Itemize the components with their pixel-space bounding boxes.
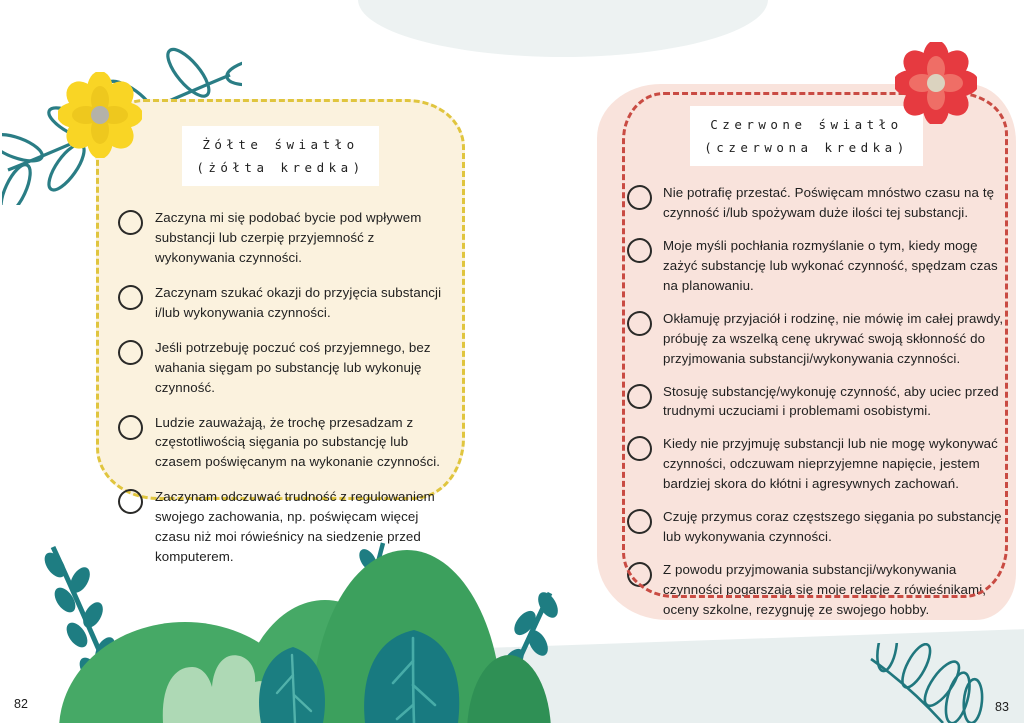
leaf-branch-icon bbox=[853, 643, 993, 723]
checklist-item bbox=[118, 283, 462, 323]
red-light-panel bbox=[597, 84, 1016, 620]
checklist-item bbox=[627, 434, 1016, 494]
checklist-item bbox=[627, 560, 1016, 620]
checklist-item-text: Zaczynam odczuwać trudność z regulowaniem swojego zachowania, np. poświęcam więcej czasu niż moi rówieśnicy na siedzenie przed komputerem. bbox=[155, 489, 435, 565]
checklist-item-text: Moje myśli pochłania rozmyślanie o tym, kiedy mogę zażyć substancję lub wykonać czynność, spędzam czas na planowaniu. bbox=[663, 237, 998, 293]
checklist-item bbox=[118, 338, 462, 398]
checklist-item bbox=[118, 413, 462, 473]
checkbox-circle[interactable] bbox=[118, 285, 143, 310]
checklist-item-text: Zaczynam szukać okazji do przyjęcia substancji i/lub wykonywania czynności. bbox=[155, 284, 442, 320]
checkbox-circle[interactable] bbox=[118, 340, 143, 365]
checklist-item-text: Jeśli potrzebuję poczuć coś przyjemnego, bez wahania sięgam po substancję lub wykonuję czynność. bbox=[155, 339, 431, 395]
red-panel-title bbox=[690, 106, 922, 166]
checklist-item bbox=[627, 236, 1016, 296]
checklist-item bbox=[118, 208, 462, 268]
page-number-right: 83 bbox=[995, 700, 1009, 714]
red-panel-title-line2: (czerwona kredka) bbox=[704, 139, 909, 155]
checkbox-circle[interactable] bbox=[118, 415, 143, 440]
checkbox-circle[interactable] bbox=[627, 185, 652, 210]
yellow-light-panel bbox=[96, 99, 465, 565]
checklist-item-text: Czuję przymus coraz częstszego sięgania po substancję lub wykonywania czynności. bbox=[663, 509, 1002, 545]
checklist-item-text: Kiedy nie przyjmuję substancji lub nie mogę wykonywać czynności, odczuwam nieprzyjemne napięcie, jestem bardziej skora do kłótni i agresywnych zachowań. bbox=[663, 436, 998, 492]
checkbox-circle[interactable] bbox=[627, 238, 652, 263]
checklist-item-text: Stosuję substancję/wykonuję czynność, aby uciec przed trudnymi uczuciami i problemami osobistymi. bbox=[663, 383, 999, 419]
yellow-panel-title-line1: Żółte światło bbox=[202, 137, 359, 152]
checkbox-circle[interactable] bbox=[627, 562, 652, 587]
checkbox-circle[interactable] bbox=[118, 489, 143, 514]
checklist-item-text: Ludzie zauważają, że trochę przesadzam z częstotliwością sięgania po substancję lub czasem poświęcanym na wykonanie czynności. bbox=[155, 414, 441, 470]
yellow-checklist bbox=[118, 208, 462, 567]
yellow-panel-title bbox=[182, 126, 378, 186]
checklist-item-text: Zaczyna mi się podobać bycie pod wpływem substancji lub czerpię przyjemność z wykonywania czynności. bbox=[155, 210, 422, 265]
checklist-item bbox=[627, 183, 1016, 223]
bush-illustration bbox=[35, 535, 565, 723]
yellow-flower-icon bbox=[58, 72, 142, 158]
page-number-left: 82 bbox=[14, 697, 28, 711]
checkbox-circle[interactable] bbox=[627, 509, 652, 534]
checklist-item-text: Nie potrafię przestać. Poświęcam mnóstwo czasu na tę czynność i/lub spożywam duże ilości tej substancji. bbox=[663, 185, 995, 220]
checkbox-circle[interactable] bbox=[627, 384, 652, 409]
red-flower-icon bbox=[895, 42, 977, 124]
background-blob bbox=[358, 0, 768, 57]
checkbox-circle[interactable] bbox=[118, 210, 143, 235]
checkbox-circle[interactable] bbox=[627, 436, 652, 461]
red-checklist bbox=[627, 183, 1016, 620]
checkbox-circle[interactable] bbox=[627, 311, 652, 336]
red-panel-title-line1: Czerwone światło bbox=[710, 117, 903, 132]
checklist-item bbox=[627, 382, 1016, 422]
checklist-item-text: Z powodu przyjmowania substancji/wykonywania czynności pogarszają się moje relacje z rówieśnikami, oceny szkolne, rezygnuję ze swojego hobby. bbox=[663, 562, 987, 617]
checklist-item bbox=[627, 309, 1016, 369]
yellow-panel-title-line2: (żółta kredka) bbox=[196, 159, 365, 175]
checklist-item-text: Okłamuję przyjaciół i rodzinę, nie mówię im całej prawdy, próbuję za wszelką cenę ukrywać swoją skłonność do przyjmowania substancji/wykonywania czynności. bbox=[663, 310, 1004, 366]
checklist-item bbox=[627, 507, 1016, 547]
